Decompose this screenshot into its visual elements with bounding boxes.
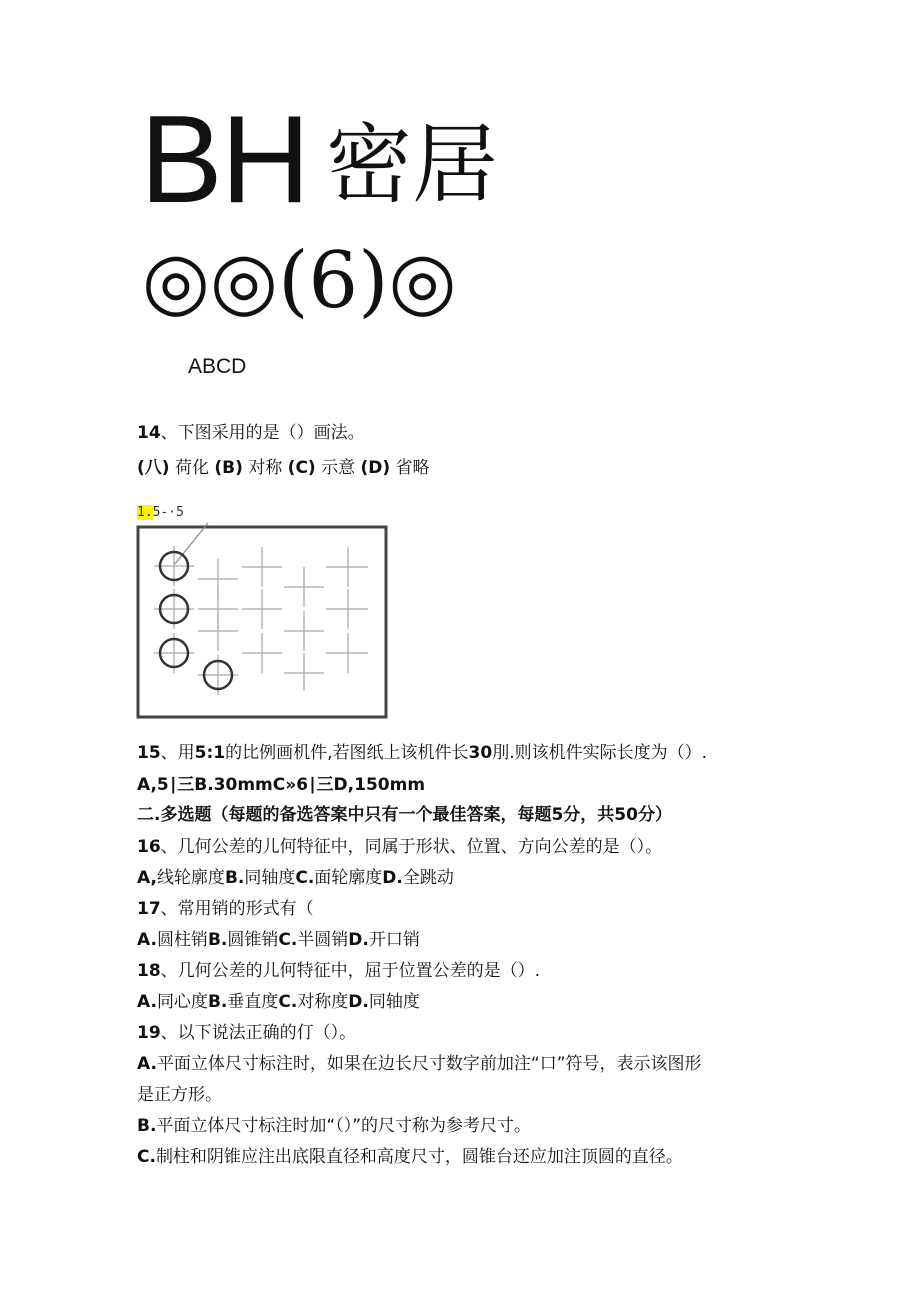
hole-pattern-figure bbox=[130, 515, 395, 725]
question-15-options: A,5∣三B.30mmC»6∣三D,150mm bbox=[137, 775, 426, 795]
option-c-text: 半圆销 bbox=[297, 930, 349, 950]
option-a-label: A, bbox=[137, 868, 157, 888]
option-b-label: (B) bbox=[214, 458, 243, 478]
option-c-label: (C) bbox=[287, 458, 316, 478]
figure-label-rest: 5-·5 bbox=[152, 505, 184, 520]
option-a-text: 平面立体尺寸标注时，如果在边长尺寸数字前加注“口”符号，表示该图形 bbox=[156, 1054, 702, 1074]
option-c-label: C. bbox=[278, 930, 298, 950]
option-a-text: 圆柱销 bbox=[156, 930, 208, 950]
option-c-text: 面轮廓度 bbox=[314, 868, 383, 888]
option-b-label: B. bbox=[224, 868, 245, 888]
question-number: 15 bbox=[137, 743, 161, 763]
option-a-label: (八) bbox=[137, 458, 170, 478]
figure-label-highlight: 1. bbox=[137, 505, 153, 520]
option-c-text: 对称度 bbox=[297, 992, 349, 1012]
question-19-option-c bbox=[137, 1149, 683, 1166]
question-16-options bbox=[137, 870, 454, 887]
option-b-text: 平面立体尺寸标注时加“（）”的尺寸称为参考尺寸。 bbox=[156, 1116, 532, 1136]
option-a-text: 荷化 bbox=[169, 458, 215, 478]
option-c-label: C. bbox=[278, 992, 298, 1012]
option-d-label: D. bbox=[382, 868, 403, 888]
question-text: 、几何公差的儿何特征中，同属于形状、位置、方向公差的是（）。 bbox=[160, 837, 663, 857]
option-a-label: A. bbox=[137, 992, 157, 1012]
question-16 bbox=[137, 839, 662, 856]
holes bbox=[160, 552, 232, 689]
option-a-label: A. bbox=[137, 1054, 157, 1074]
option-b-text: 垂直度 bbox=[227, 992, 279, 1012]
option-b-text: 对称 bbox=[242, 458, 288, 478]
question-17-options bbox=[137, 932, 420, 949]
question-number: 18 bbox=[137, 961, 161, 981]
option-b-label: B. bbox=[137, 1116, 157, 1136]
option-d-label: (D) bbox=[360, 458, 391, 478]
drawing-length: 30 bbox=[468, 743, 493, 763]
question-14 bbox=[137, 425, 365, 442]
big-title-latin: BH bbox=[140, 91, 309, 229]
leader-line bbox=[174, 523, 208, 565]
question-number: 16 bbox=[137, 837, 161, 857]
question-text: 、以下说法正确的仃（）。 bbox=[160, 1023, 357, 1043]
question-19-option-a bbox=[137, 1056, 702, 1073]
question-text-part: 、用 bbox=[160, 743, 195, 763]
option-b-text: 圆锥销 bbox=[227, 930, 279, 950]
question-18-options bbox=[137, 994, 420, 1011]
option-b-text: 同轴度 bbox=[244, 868, 296, 888]
option-c-text: 制柱和阴锥应注出底限直径和高度尺寸，圆锥台还应加注顶圆的直径。 bbox=[155, 1147, 683, 1167]
symbol-options: ABCD bbox=[188, 355, 247, 378]
center-marks bbox=[154, 546, 368, 695]
question-number: 17 bbox=[137, 899, 161, 919]
question-19 bbox=[137, 1025, 356, 1042]
question-19-option-b bbox=[137, 1118, 531, 1135]
option-b-label: B. bbox=[207, 992, 228, 1012]
option-d-label: D. bbox=[348, 992, 369, 1012]
question-text: 、下图采用的是（）画法。 bbox=[160, 423, 365, 443]
option-b-label: B. bbox=[207, 930, 228, 950]
question-text: 、几何公差的儿何特征中，屈于位置公差的是（）. bbox=[160, 961, 541, 981]
question-number: 19 bbox=[137, 1023, 161, 1043]
question-19-option-a-cont: 是正方形。 bbox=[137, 1085, 222, 1105]
option-d-text: 开口销 bbox=[368, 930, 420, 950]
question-text: 、常用销的形式有（ bbox=[160, 899, 314, 919]
section-title: 二.多选题（每题的备选答案中只有一个最佳答案，每题5分，共50分） bbox=[137, 805, 672, 825]
option-a-text: 同心度 bbox=[156, 992, 208, 1012]
symbol-row: ◎◎(6)◎ bbox=[142, 236, 457, 326]
option-d-label: D. bbox=[348, 930, 369, 950]
option-a-label: A. bbox=[137, 930, 157, 950]
scale-ratio: 5:1 bbox=[194, 743, 226, 763]
option-c-text: 示意 bbox=[315, 458, 361, 478]
question-17 bbox=[137, 901, 314, 918]
question-text-part: 的比例画机件,若图纸上该机件长 bbox=[225, 743, 469, 763]
option-d-text: 全跳动 bbox=[402, 868, 454, 888]
question-15 bbox=[137, 745, 707, 762]
option-c-label: C. bbox=[295, 868, 315, 888]
option-c-label: C. bbox=[137, 1147, 156, 1167]
question-14-options bbox=[137, 460, 430, 477]
question-number: 14 bbox=[137, 423, 161, 443]
question-text-part: 刖.则该机件实际长度为（）. bbox=[492, 743, 708, 763]
option-a-text: 线轮廓度 bbox=[156, 868, 225, 888]
option-d-text: 省略 bbox=[390, 458, 430, 478]
option-d-text: 同轴度 bbox=[368, 992, 420, 1012]
question-18 bbox=[137, 963, 540, 980]
big-title-cjk: 密居 bbox=[326, 115, 498, 215]
